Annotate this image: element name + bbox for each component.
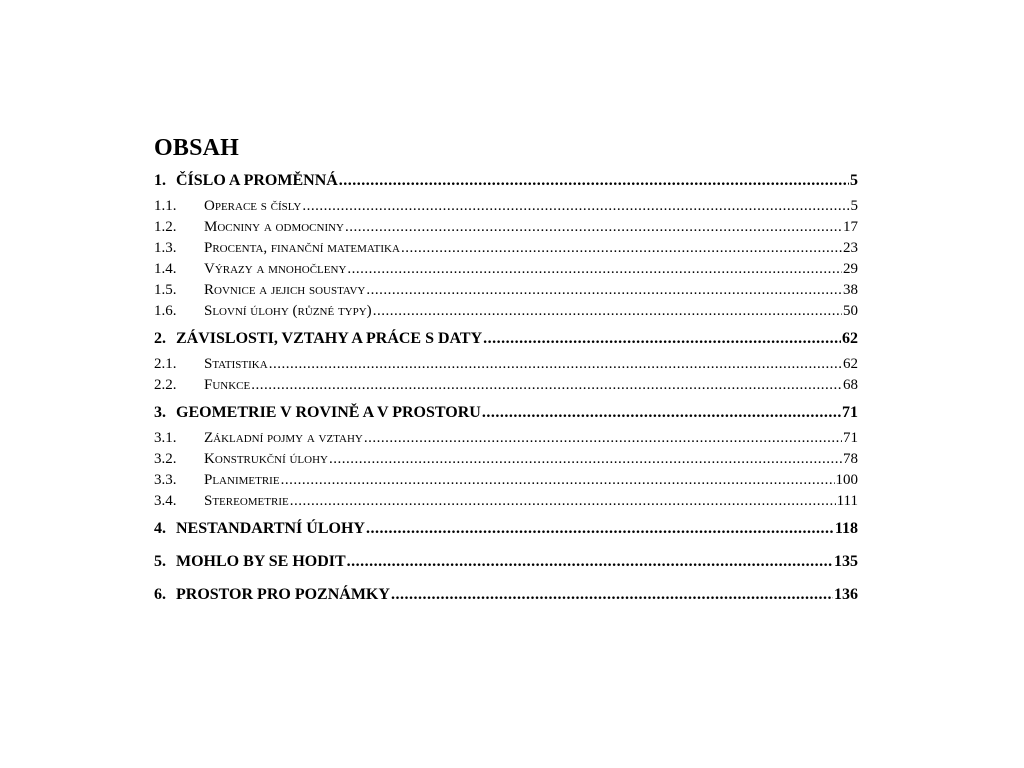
toc-chapter-2[interactable] — [154, 326, 858, 352]
section-page-number: 78 — [843, 451, 858, 467]
chapter-page-number: 118 — [834, 520, 858, 537]
chapter-number: 4. — [154, 520, 166, 537]
chapter-title: ČÍSLO A PROMĚNNÁ — [176, 172, 338, 189]
section-number: 1.2. — [154, 219, 177, 235]
dot-leader — [364, 428, 842, 449]
chapter-title: NESTANDARTNÍ ÚLOHY — [176, 520, 365, 537]
section-title: Procenta, finanční matematika — [204, 240, 400, 256]
section-title: Rovnice a jejich soustavy — [204, 282, 366, 298]
toc-section-2-1[interactable] — [154, 354, 858, 375]
dot-leader — [483, 326, 841, 352]
section-number: 1.3. — [154, 240, 177, 256]
section-number: 2.1. — [154, 356, 177, 372]
toc-section-group-1 — [154, 196, 858, 322]
chapter-title: PROSTOR PRO POZNÁMKY — [176, 586, 390, 603]
section-page-number: 62 — [843, 356, 858, 372]
toc-chapter-3[interactable] — [154, 400, 858, 426]
chapter-number: 2. — [154, 330, 166, 347]
dot-leader — [281, 470, 835, 491]
chapter-title: MOHLO BY SE HODIT — [176, 553, 346, 570]
section-title: Slovní úlohy (různé typy) — [204, 303, 372, 319]
section-title: Konstrukční úlohy — [204, 451, 328, 467]
section-number: 1.4. — [154, 261, 177, 277]
dot-leader — [290, 491, 836, 512]
section-number: 3.2. — [154, 451, 177, 467]
dot-leader — [269, 354, 842, 375]
section-title: Základní pojmy a vztahy — [204, 430, 363, 446]
section-number: 3.4. — [154, 493, 177, 509]
toc-chapter-4[interactable] — [154, 516, 858, 542]
section-page-number: 68 — [843, 377, 858, 393]
dot-leader — [373, 301, 842, 322]
section-page-number: 71 — [843, 430, 858, 446]
chapter-number: 1. — [154, 172, 166, 189]
toc-section-3-1[interactable] — [154, 428, 858, 449]
section-page-number: 5 — [850, 198, 858, 214]
table-of-contents — [154, 128, 858, 608]
section-page-number: 17 — [843, 219, 858, 235]
section-page-number: 38 — [843, 282, 858, 298]
dot-leader — [366, 280, 842, 301]
section-title: Stereometrie — [204, 493, 289, 509]
toc-section-2-2[interactable] — [154, 375, 858, 396]
section-title: Mocniny a odmocniny — [204, 219, 345, 235]
toc-title: OBSAH — [154, 135, 240, 161]
chapter-page-number: 135 — [834, 553, 858, 570]
toc-section-3-3[interactable] — [154, 470, 858, 491]
toc-section-group-2 — [154, 354, 858, 396]
toc-section-3-4[interactable] — [154, 491, 858, 512]
toc-section-1-5[interactable] — [154, 280, 858, 301]
section-page-number: 29 — [843, 261, 858, 277]
chapter-page-number: 71 — [842, 404, 858, 421]
dot-leader — [339, 168, 849, 194]
dot-leader — [347, 549, 833, 575]
toc-section-1-3[interactable] — [154, 238, 858, 259]
dot-leader — [329, 449, 842, 470]
section-number: 1.1. — [154, 198, 177, 214]
chapter-number: 5. — [154, 553, 166, 570]
dot-leader — [391, 582, 833, 608]
chapter-number: 6. — [154, 586, 166, 603]
section-title: Statistika — [204, 356, 268, 372]
dot-leader — [366, 516, 834, 542]
section-page-number: 23 — [843, 240, 858, 256]
toc-chapter-5[interactable] — [154, 549, 858, 575]
dot-leader — [345, 217, 842, 238]
dot-leader — [302, 196, 849, 217]
toc-section-1-6[interactable] — [154, 301, 858, 322]
toc-section-1-4[interactable] — [154, 259, 858, 280]
toc-section-1-1[interactable] — [154, 196, 858, 217]
section-title: Výrazy a mnohočleny — [204, 261, 347, 277]
dot-leader — [251, 375, 842, 396]
toc-chapter-6[interactable] — [154, 582, 858, 608]
section-number: 3.3. — [154, 472, 177, 488]
section-number: 3.1. — [154, 430, 177, 446]
toc-section-1-2[interactable] — [154, 217, 858, 238]
chapter-title: GEOMETRIE V ROVINĚ A V PROSTORU — [176, 404, 481, 421]
section-number: 1.6. — [154, 303, 177, 319]
section-page-number: 111 — [836, 493, 858, 509]
dot-leader — [401, 238, 842, 259]
toc-section-group-3 — [154, 428, 858, 512]
chapter-number: 3. — [154, 404, 166, 421]
chapter-page-number: 136 — [834, 586, 858, 603]
chapter-title: ZÁVISLOSTI, VZTAHY A PRÁCE S DATY — [176, 330, 483, 347]
dot-leader — [482, 400, 841, 426]
section-number: 2.2. — [154, 377, 177, 393]
section-page-number: 100 — [835, 472, 858, 488]
toc-section-3-2[interactable] — [154, 449, 858, 470]
section-number: 1.5. — [154, 282, 177, 298]
section-title: Planimetrie — [204, 472, 280, 488]
section-title: Operace s čísly — [204, 198, 302, 214]
dot-leader — [347, 259, 842, 280]
section-page-number: 50 — [843, 303, 858, 319]
chapter-page-number: 5 — [850, 172, 858, 189]
chapter-page-number: 62 — [842, 330, 858, 347]
section-title: Funkce — [204, 377, 251, 393]
toc-chapter-1[interactable] — [154, 168, 858, 194]
